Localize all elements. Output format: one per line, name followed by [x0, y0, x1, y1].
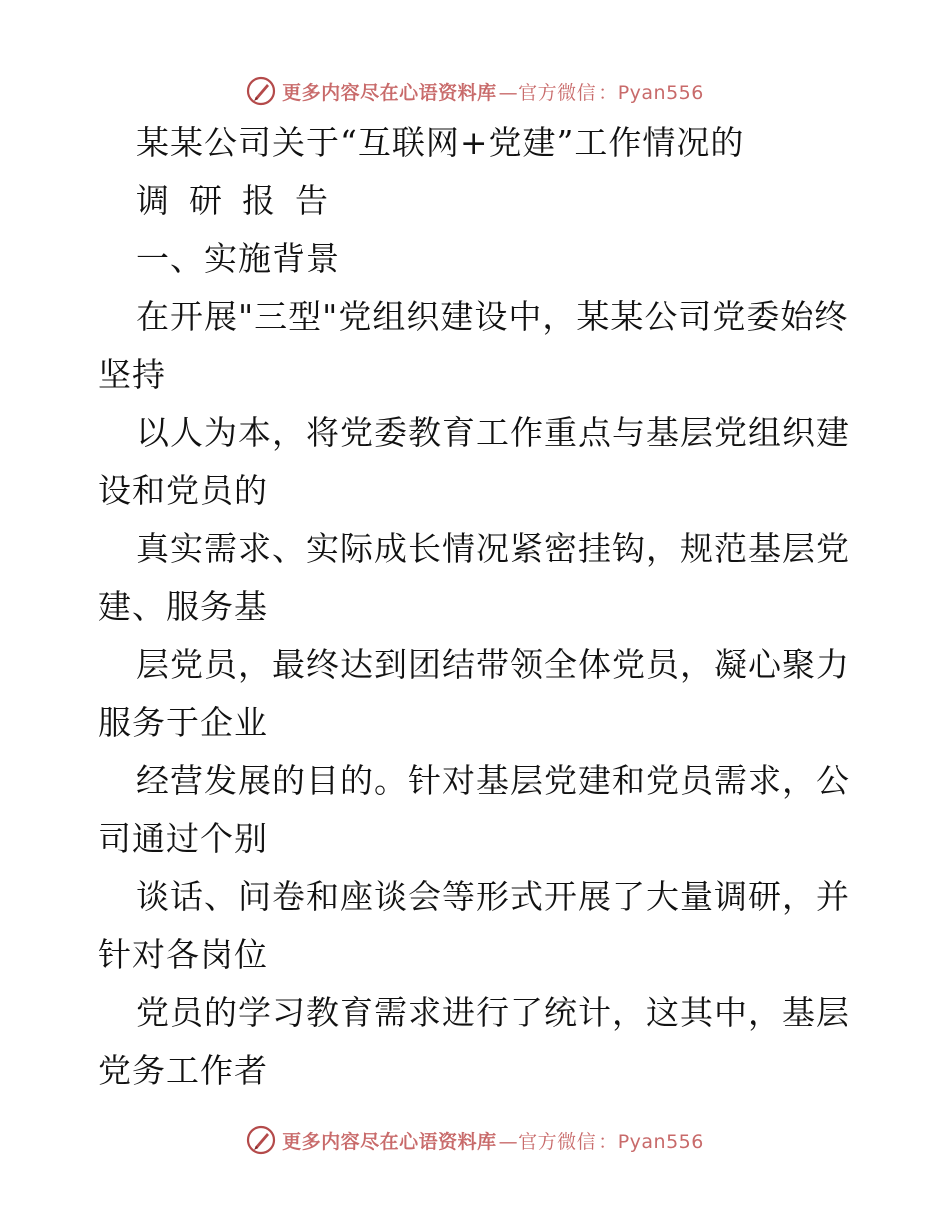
paragraph-line: 党务工作者 [98, 1051, 268, 1090]
banner-dash-text: —官方微信 [498, 1130, 597, 1153]
paragraph-line: 层党员，最终达到团结带领全体党员，凝心聚力 [136, 645, 850, 684]
banner-main-text: 更多内容尽在心语资料库 [282, 81, 497, 104]
document-title-line2: 调研报告 [136, 181, 348, 220]
document-body [98, 114, 858, 1100]
paragraph-line: 建、服务基 [98, 587, 268, 626]
banner-id-text: ：Pyan556 [598, 81, 704, 104]
quill-logo-icon [246, 1125, 276, 1155]
paragraph-line: 设和党员的 [98, 471, 268, 510]
paragraph-line: 党员的学习教育需求进行了统计，这其中，基层 [136, 993, 850, 1032]
paragraph-line: 在开展"三型"党组织建设中，某某公司党委始终 [136, 297, 849, 336]
section-heading: 一、实施背景 [136, 239, 340, 278]
watermark-banner-top [0, 71, 950, 111]
paragraph-line: 针对各岗位 [98, 935, 268, 974]
paragraph-line: 服务于企业 [98, 703, 268, 742]
banner-dash-text: —官方微信 [498, 81, 597, 104]
banner-main-text: 更多内容尽在心语资料库 [282, 1130, 497, 1153]
quill-logo-icon [246, 76, 276, 106]
paragraph-line: 以人为本，将党委教育工作重点与基层党组织建 [136, 413, 850, 452]
paragraph-line: 司通过个别 [98, 819, 268, 858]
paragraph-line: 坚持 [98, 355, 166, 394]
banner-id-text: ：Pyan556 [598, 1130, 704, 1153]
document-title-line1: 某某公司关于“互联网+党建”工作情况的 [136, 123, 745, 162]
paragraph-line: 真实需求、实际成长情况紧密挂钩，规范基层党 [136, 529, 850, 568]
paragraph-line: 经营发展的目的。针对基层党建和党员需求，公 [136, 761, 850, 800]
watermark-banner-bottom [0, 1120, 950, 1160]
paragraph-line: 谈话、问卷和座谈会等形式开展了大量调研，并 [136, 877, 850, 916]
